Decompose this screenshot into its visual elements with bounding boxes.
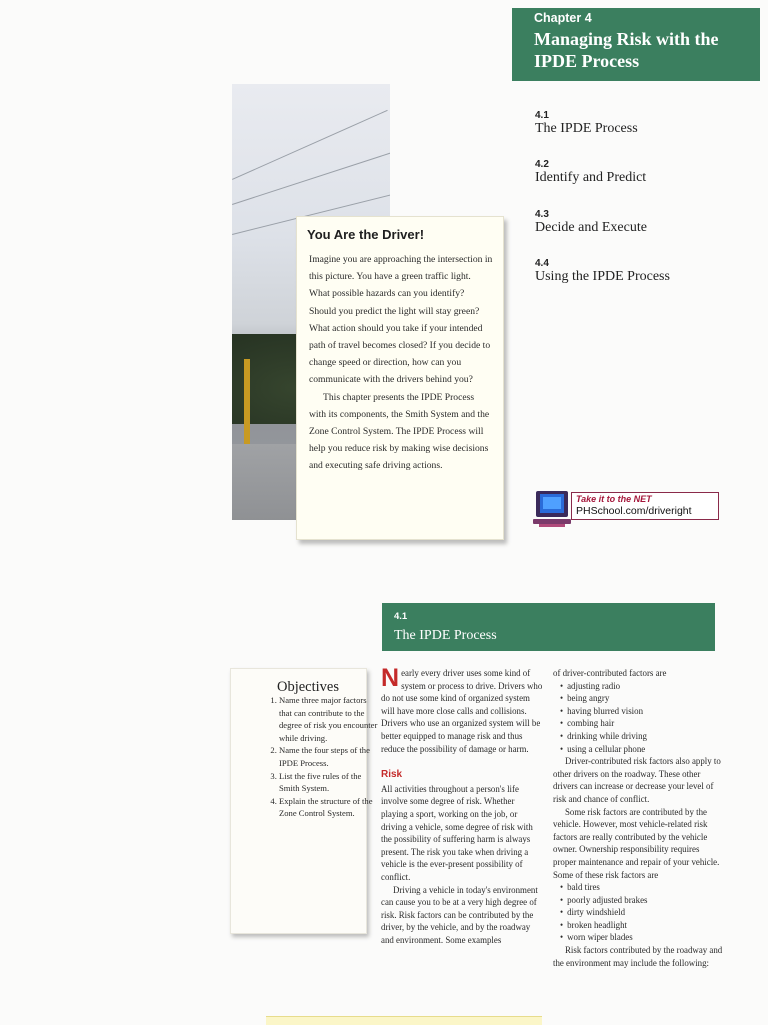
- list-item: • drinking while driving: [568, 730, 723, 743]
- objective-item: 3. List the five rules of the Smith System.: [279, 770, 379, 795]
- toc-title: Using the IPDE Process: [535, 269, 670, 284]
- col2-paragraph-3: Some risk factors are contributed by the vehicle. However, most vehicle-related risk factors are really contributed by the vehicle owner. Ownership responsibility requires proper maintenance and repair of your vehicle. Some of these risk factors are: [553, 806, 720, 880]
- driver-paragraph-2: This chapter presents the IPDE Process with its components, the Smith System and the Zone Control System. The IPDE Process will help you reduce risk by making wise decisions and executing safe driving actions.: [309, 391, 490, 472]
- list-item: • adjusting radio: [568, 680, 723, 693]
- col2-paragraph-1: of driver-contributed factors are: [553, 668, 667, 678]
- toc-title: Decide and Execute: [535, 220, 647, 235]
- drop-cap: N: [381, 664, 400, 692]
- driver-box-text: [309, 251, 493, 475]
- toc-title: The IPDE Process: [535, 121, 638, 136]
- objectives-title: Objectives: [277, 679, 340, 695]
- body-column-2: [553, 667, 723, 969]
- list-item: • having blurred vision: [568, 705, 723, 718]
- chapter-title: Managing Risk with the IPDE Process: [534, 29, 719, 71]
- objective-item: 4. Explain the structure of the Zone Control System.: [279, 795, 379, 820]
- toc-number: 4.1: [535, 110, 549, 121]
- toc-item[interactable]: [535, 159, 646, 186]
- list-item: • poorly adjusted brakes: [568, 894, 723, 907]
- driver-box-title: You Are the Driver!: [307, 227, 425, 242]
- toc-item[interactable]: [535, 209, 647, 236]
- take-it-to-the-net-badge[interactable]: [531, 489, 717, 529]
- driver-factors-list: [553, 680, 723, 756]
- list-item: • dirty windshield: [568, 906, 723, 919]
- toc-title: Identify and Predict: [535, 170, 647, 185]
- body-column-1: [381, 664, 543, 946]
- toc-number: 4.3: [535, 209, 549, 220]
- objective-item: 1. Name three major factors that can contribute to the degree of risk you encounter while driving.: [279, 694, 379, 744]
- section-title: The IPDE Process: [394, 628, 497, 643]
- net-link-box[interactable]: [571, 492, 719, 520]
- driver-paragraph-1: Imagine you are approaching the intersection in this picture. You have a green traffic light. What possible hazards can you identify? Should you predict the light will stay green? What action should you take if your intended path of travel becomes closed? If you decide to change speed or direction, how can you communicate with the drivers behind you?: [309, 254, 493, 386]
- chapter-label: Chapter 4: [534, 11, 592, 25]
- objectives-list: [264, 694, 379, 820]
- list-item: • bald tires: [568, 881, 723, 894]
- col2-paragraph-4: Risk factors contributed by the roadway and the environment may include the following:: [553, 945, 723, 968]
- computer-icon: [531, 489, 573, 529]
- list-item: • combing hair: [568, 717, 723, 730]
- vehicle-factors-list: [553, 881, 723, 944]
- objective-item: 2. Name the four steps of the IPDE Process.: [279, 744, 379, 769]
- chapter-banner: [512, 8, 760, 81]
- section-number: 4.1: [394, 611, 408, 622]
- toc-number: 4.4: [535, 258, 549, 269]
- list-item: • worn wiper blades: [568, 931, 723, 944]
- risk-paragraph-2: Driving a vehicle in today's environment can cause you to be at a very high degree of risk. Risk factors can be contributed by the driver, by the vehicle, and by the roadway and environment. Some examples: [381, 884, 538, 945]
- intro-paragraph: early every driver uses some kind of system or process to drive. Drivers who do not use some kind of organized system will have more close calls and collisions. Drivers who use an organized system will be better equipped to manage risk and thus reduce the possibility of damage or harm.: [381, 668, 543, 754]
- section-banner: [382, 603, 715, 651]
- toc-item[interactable]: [535, 258, 670, 285]
- net-label: Take it to the NET: [576, 494, 652, 504]
- you-are-the-driver-box: [296, 216, 504, 540]
- risk-paragraph-1: All activities throughout a person's life involve some degree of risk. Whether playing a sport, working on the job, or driving a vehicle, some degree of risk with the possibility of suffering harm is always present. The risk you take when driving a vehicle is the ever-present possibility of conflict.: [381, 783, 533, 882]
- list-item: • using a cellular phone: [568, 743, 723, 756]
- toc-item[interactable]: [535, 110, 638, 137]
- list-item: • being angry: [568, 692, 723, 705]
- toc-number: 4.2: [535, 159, 549, 170]
- col2-paragraph-2: Driver-contributed risk factors also apply to other drivers on the roadway. These other drivers can increase or decrease your level of risk and chance of conflict.: [553, 756, 721, 804]
- risk-heading: Risk: [381, 769, 403, 781]
- net-url[interactable]: PHSchool.com/driveright: [576, 505, 692, 517]
- list-item: • broken headlight: [568, 919, 723, 932]
